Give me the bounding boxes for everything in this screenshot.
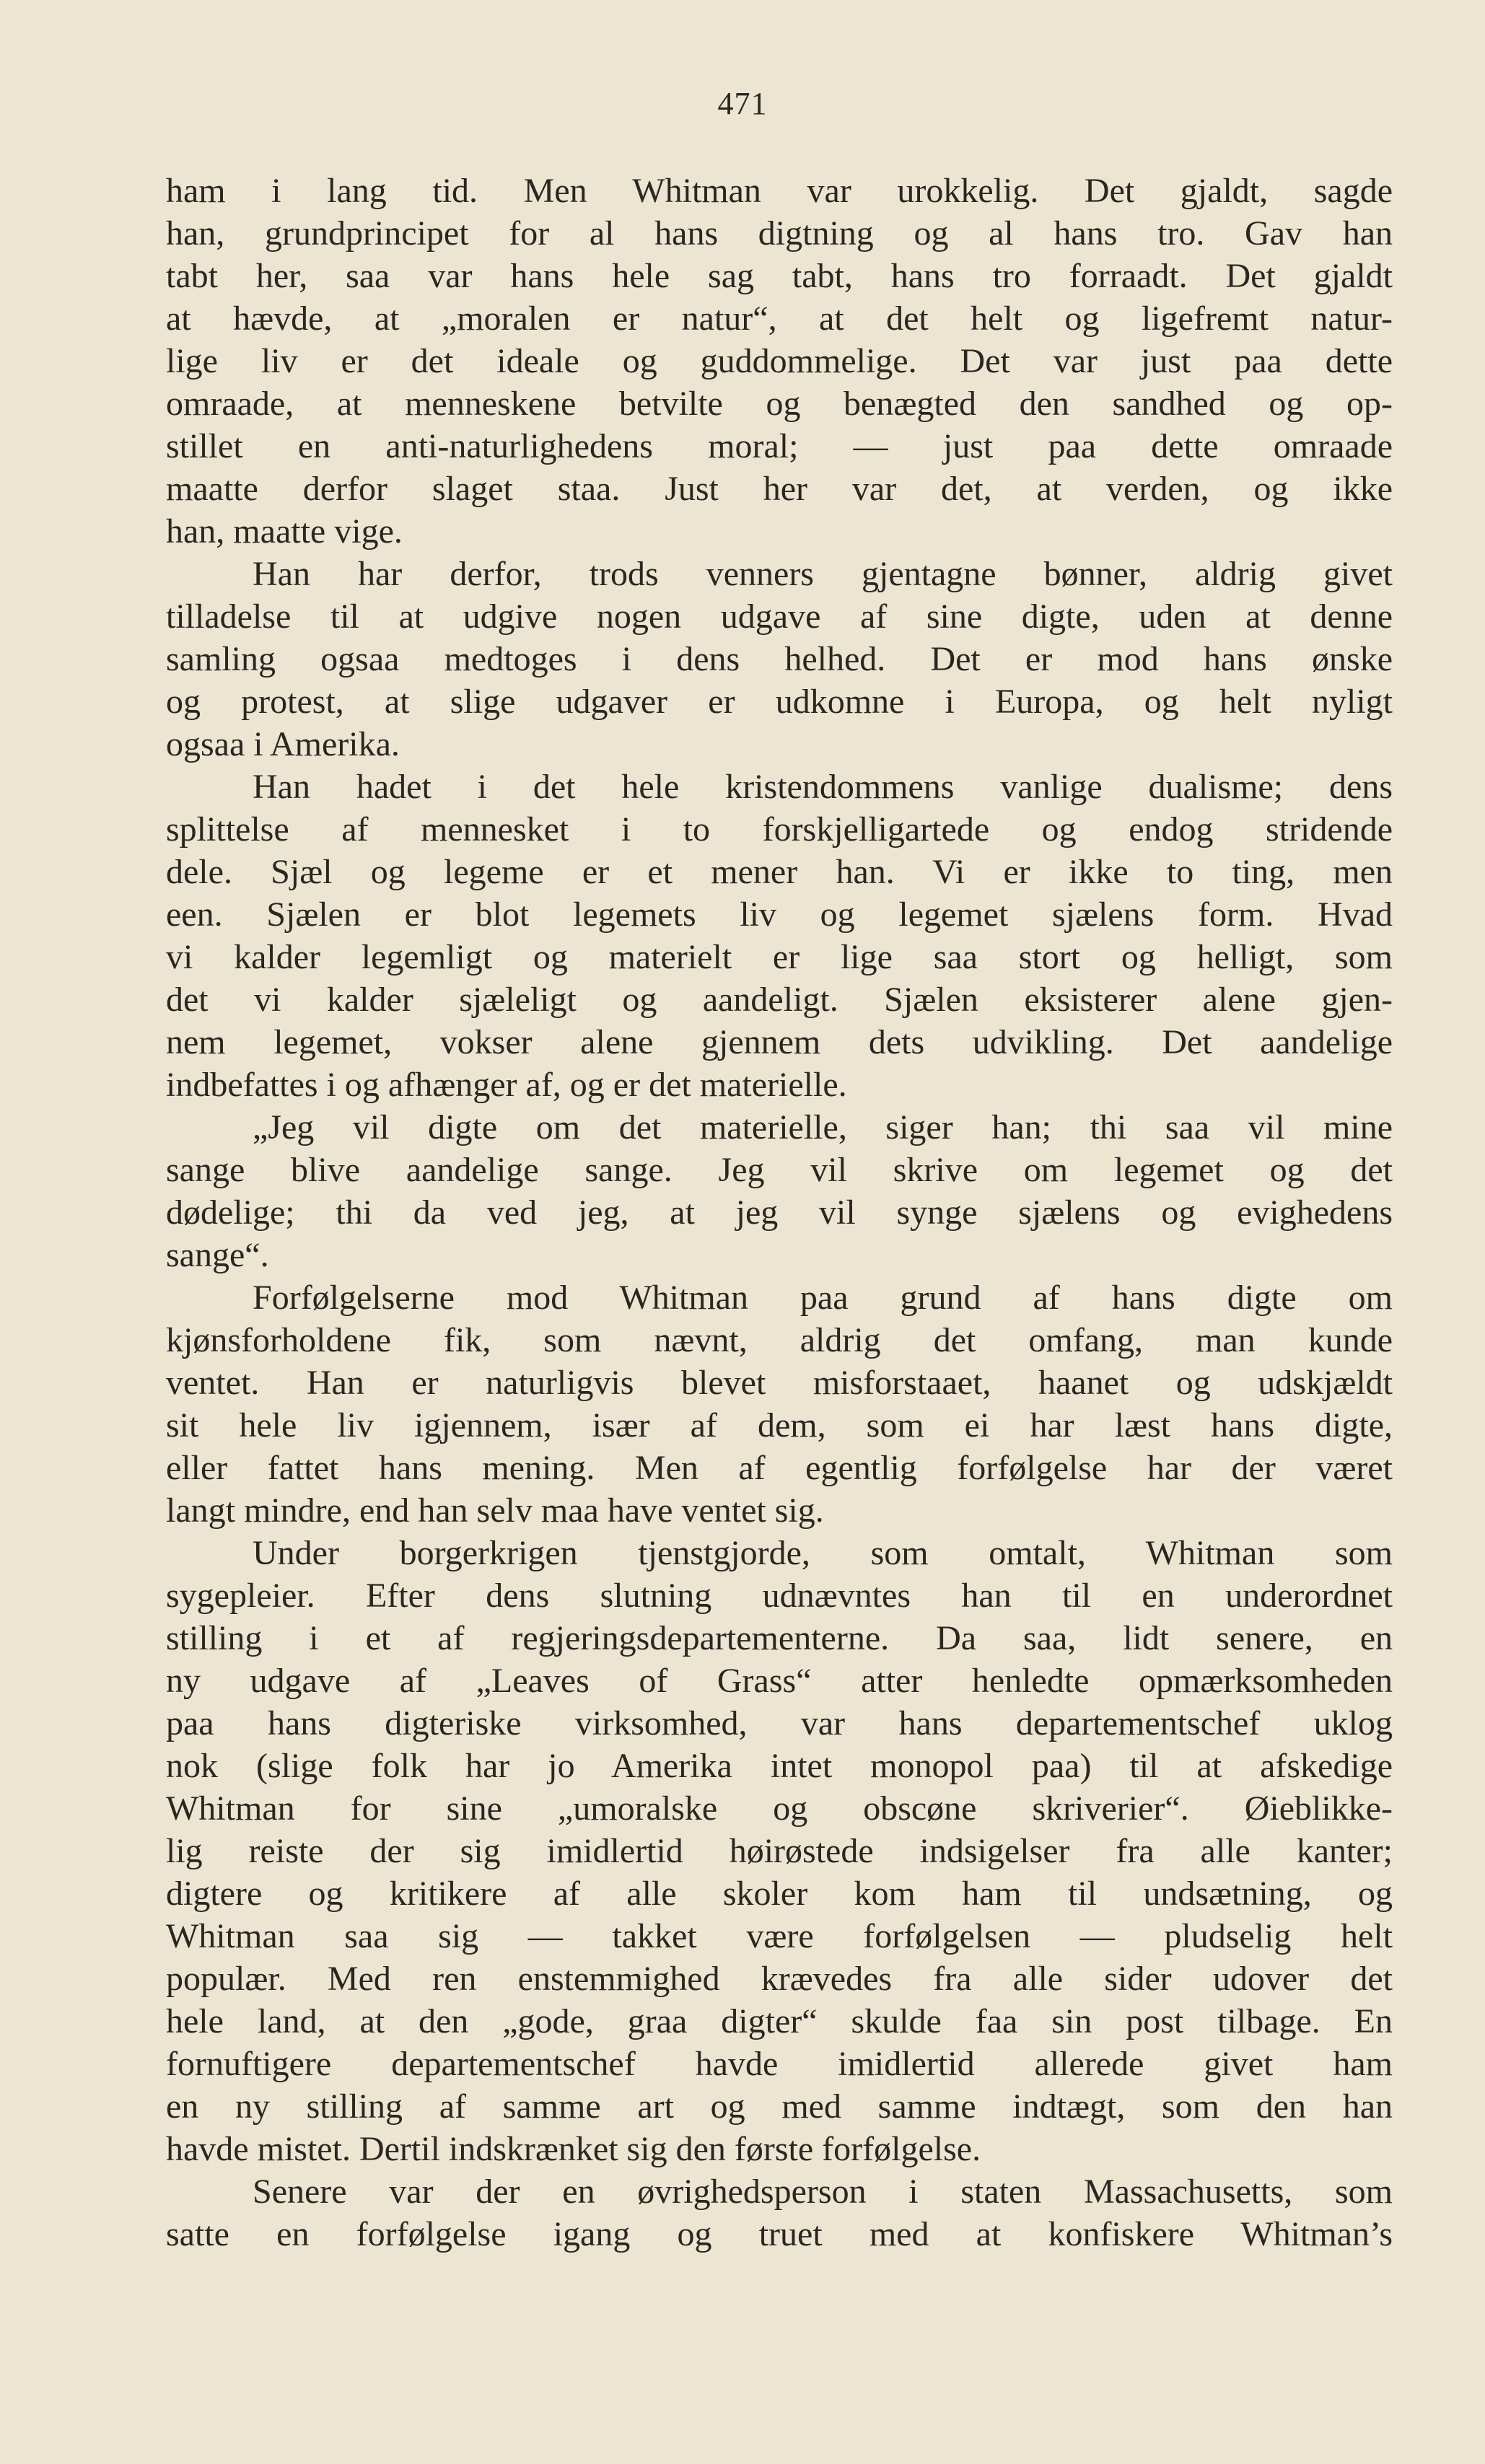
text-line: samling ogsaa medtoges i dens helhed. Det er mod hans ønske — [166, 640, 1393, 678]
text-line: Forfølgelserne mod Whitman paa grund af hans digte om — [253, 1279, 1393, 1317]
text-line: Han hadet i det hele kristendommens vanlige dualisme; dens — [253, 768, 1393, 806]
text-line: sange“. — [166, 1236, 269, 1274]
text-line: at hævde, at „moralen er natur“, at det helt og ligefremt natur- — [166, 299, 1393, 338]
text-line: nem legemet, vokser alene gjennem dets udvikling. Det aandelige — [166, 1023, 1393, 1061]
text-line: lig reiste der sig imidlertid høirøstede indsigelser fra alle kanter; — [166, 1832, 1393, 1870]
text-line: sange blive aandelige sange. Jeg vil skrive om legemet og det — [166, 1151, 1393, 1189]
body-text — [166, 170, 1393, 2255]
text-line: Senere var der en øvrighedsperson i staten Massachusetts, som — [253, 2173, 1393, 2211]
text-line: langt mindre, end han selv maa have ventet sig. — [166, 1491, 824, 1530]
text-line: sit hele liv igjennem, især af dem, som ei har læst hans digte, — [166, 1406, 1393, 1444]
text-line: havde mistet. Dertil indskrænket sig den første forfølgelse. — [166, 2130, 981, 2168]
text-line: satte en forfølgelse igang og truet med at konfiskere Whitman’s — [166, 2215, 1393, 2253]
text-line: indbefattes i og afhænger af, og er det materielle. — [166, 1066, 847, 1104]
text-line: tabt her, saa var hans hele sag tabt, hans tro forraadt. Det gjaldt — [166, 257, 1393, 295]
text-line: hele land, at den „gode, graa digter“ skulde faa sin post tilbage. En — [166, 2002, 1393, 2040]
text-line: dele. Sjæl og legeme er et mener han. Vi er ikke to ting, men — [166, 853, 1393, 891]
text-line: vi kalder legemligt og materielt er lige saa stort og helligt, som — [166, 938, 1393, 976]
text-line: han, maatte vige. — [166, 512, 403, 551]
page-number: 471 — [717, 86, 768, 121]
text-line: stillet en anti-naturlighedens moral; — just paa dette omraade — [166, 427, 1393, 465]
text-line: tilladelse til at udgive nogen udgave af sine digte, uden at denne — [166, 597, 1393, 636]
text-line: een. Sjælen er blot legemets liv og legemet sjælens form. Hvad — [166, 895, 1393, 934]
text-line: ny udgave af „Leaves of Grass“ atter henledte opmærksomheden — [166, 1662, 1393, 1700]
text-line: dødelige; thi da ved jeg, at jeg vil synge sjælens og evighedens — [166, 1193, 1393, 1232]
text-line: nok (slige folk har jo Amerika intet monopol paa) til at afskedige — [166, 1747, 1393, 1785]
text-line: han, grundprincipet for al hans digtning og al hans tro. Gav han — [166, 214, 1393, 253]
text-line: maatte derfor slaget staa. Just her var det, at verden, og ikke — [166, 470, 1393, 508]
text-line: ventet. Han er naturligvis blevet misforstaaet, haanet og udskjældt — [166, 1364, 1393, 1402]
text-line: Whitman saa sig — takket være forfølgelsen — pludselig helt — [166, 1917, 1393, 1955]
text-line: fornuftigere departementschef havde imidlertid allerede givet ham — [166, 2045, 1393, 2083]
text-line: populær. Med ren enstemmighed krævedes fra alle sider udover det — [166, 1960, 1393, 1998]
text-line: Han har derfor, trods venners gjentagne bønner, aldrig givet — [253, 555, 1393, 593]
text-line: det vi kalder sjæleligt og aandeligt. Sjælen eksisterer alene gjen- — [166, 981, 1393, 1019]
text-line: Whitman for sine „umoralske og obscøne skriverier“. Øieblikke- — [166, 1789, 1393, 1828]
text-line: ogsaa i Amerika. — [166, 725, 400, 763]
text-line: stilling i et af regjeringsdepartementerne. Da saa, lidt senere, en — [166, 1619, 1393, 1657]
text-line: sygepleier. Efter dens slutning udnævntes han til en underordnet — [166, 1577, 1393, 1615]
text-line: Under borgerkrigen tjenstgjorde, som omtalt, Whitman som — [253, 1534, 1393, 1572]
text-line: ham i lang tid. Men Whitman var urokkelig. Det gjaldt, sagde — [166, 172, 1393, 210]
text-line: eller fattet hans mening. Men af egentlig forfølgelse har der været — [166, 1449, 1393, 1487]
text-line: kjønsforholdene fik, som nævnt, aldrig det omfang, man kunde — [166, 1321, 1393, 1359]
text-line: en ny stilling af samme art og med samme indtægt, som den han — [166, 2087, 1393, 2126]
text-line: splittelse af mennesket i to forskjelligartede og endog stridende — [166, 810, 1393, 849]
text-line: og protest, at slige udgaver er udkomne i Europa, og helt nyligt — [166, 683, 1393, 721]
text-line: paa hans digteriske virksomhed, var hans departementschef uklog — [166, 1704, 1393, 1742]
text-line: lige liv er det ideale og guddommelige. Det var just paa dette — [166, 342, 1393, 380]
text-line: „Jeg vil digte om det materielle, siger han; thi saa vil mine — [253, 1108, 1393, 1146]
text-line: omraade, at menneskene betvilte og benægted den sandhed og op- — [166, 385, 1393, 423]
text-line: digtere og kritikere af alle skoler kom ham til undsætning, og — [166, 1875, 1393, 1913]
